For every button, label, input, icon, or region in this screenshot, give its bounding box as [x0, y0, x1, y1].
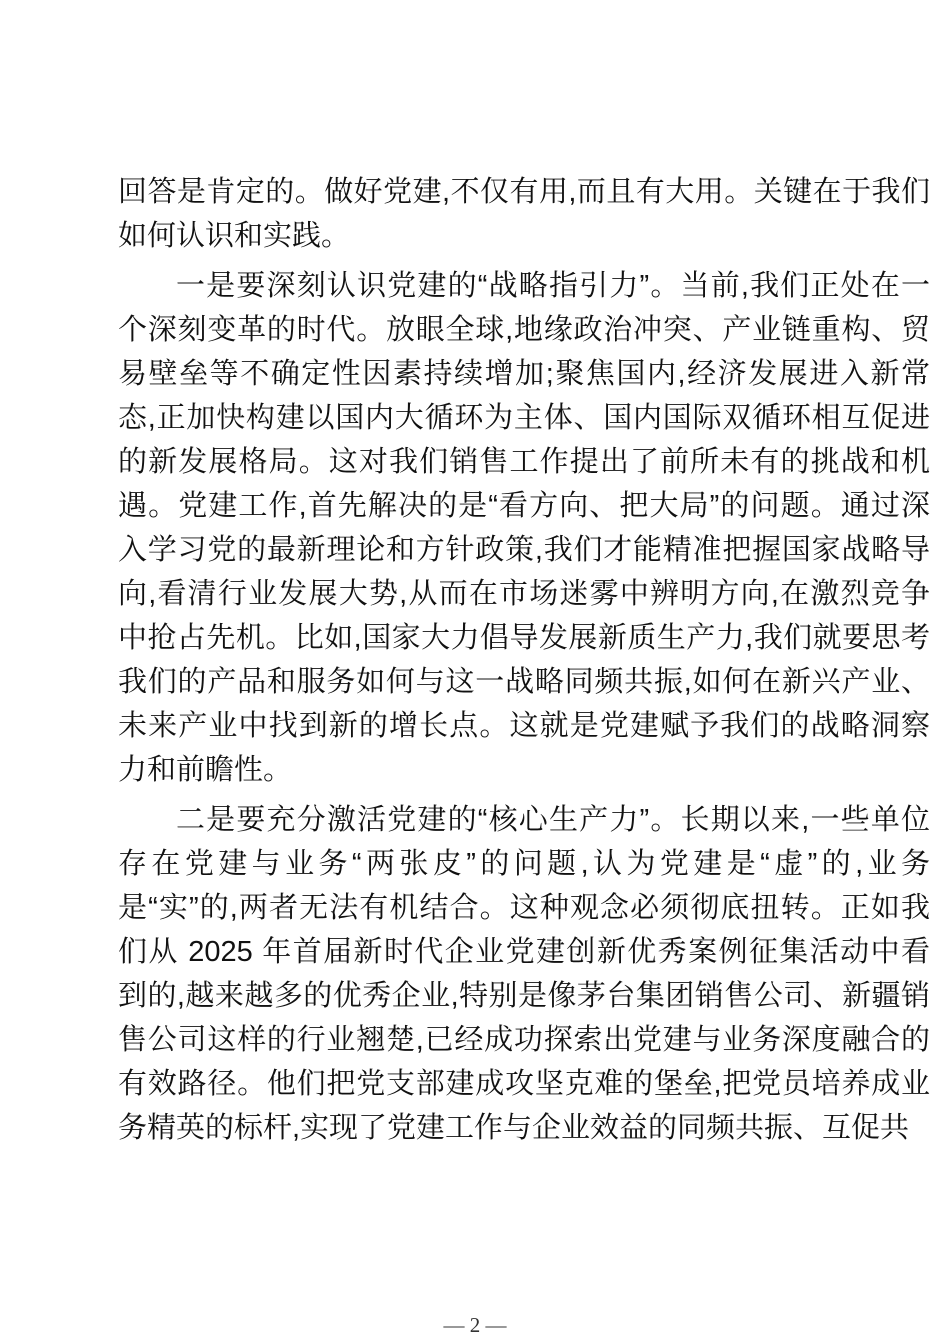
text-line: 态,正加快构建以国内大循环为主体、国内国际双循环相互促进 [118, 402, 930, 434]
text-line: 我们的产品和服务如何与这一战略同频共振,如何在新兴产业、 [118, 666, 930, 698]
text-line: 入学习党的最新理论和方针政策,我们才能精准把握国家战略导 [118, 534, 930, 566]
text-line: 易壁垒等不确定性因素持续增加;聚焦国内,经济发展进入新常 [118, 358, 930, 390]
text-line: 存在党建与业务“两张皮”的问题,认为党建是“虚”的,业务 [118, 848, 930, 880]
text-line: 是“实”的,两者无法有机结合。这种观念必须彻底扭转。正如我 [118, 892, 930, 924]
text-line: 的新发展格局。这对我们销售工作提出了前所未有的挑战和机 [118, 446, 930, 478]
text-line: 如何认识和实践。 [118, 220, 351, 252]
text-line: 二是要充分激活党建的“核心生产力”。长期以来,一些单位 [176, 804, 930, 836]
text-line: 力和前瞻性。 [118, 754, 293, 786]
text-line: 们从 2025 年首届新时代企业党建创新优秀案例征集活动中看 [118, 936, 930, 968]
paragraph [118, 798, 930, 1150]
page-number: — 2 — [443, 1313, 507, 1337]
text-line: 中抢占先机。比如,国家大力倡导发展新质生产力,我们就要思考 [118, 622, 930, 654]
text-line: 一是要深刻认识党建的“战略指引力”。当前,我们正处在一 [176, 270, 930, 302]
text-line: 遇。党建工作,首先解决的是“看方向、把大局”的问题。通过深 [118, 490, 930, 522]
paragraph [118, 264, 930, 792]
text-line: 务精英的标杆,实现了党建工作与企业效益的同频共振、互促共 [118, 1112, 910, 1144]
text-line: 售公司这样的行业翘楚,已经成功探索出党建与业务深度融合的 [118, 1024, 930, 1056]
document-body [118, 170, 930, 1150]
text-line: 未来产业中找到新的增长点。这就是党建赋予我们的战略洞察 [118, 710, 930, 742]
text-line: 个深刻变革的时代。放眼全球,地缘政治冲突、产业链重构、贸 [118, 314, 930, 346]
paragraph [118, 170, 930, 258]
text-line: 到的,越来越多的优秀企业,特别是像茅台集团销售公司、新疆销 [118, 980, 930, 1012]
text-line: 有效路径。他们把党支部建成攻坚克难的堡垒,把党员培养成业 [118, 1068, 930, 1100]
text-line: 回答是肯定的。做好党建,不仅有用,而且有大用。关键在于我们 [118, 176, 930, 208]
text-line: 向,看清行业发展大势,从而在市场迷雾中辨明方向,在激烈竞争 [118, 578, 930, 610]
